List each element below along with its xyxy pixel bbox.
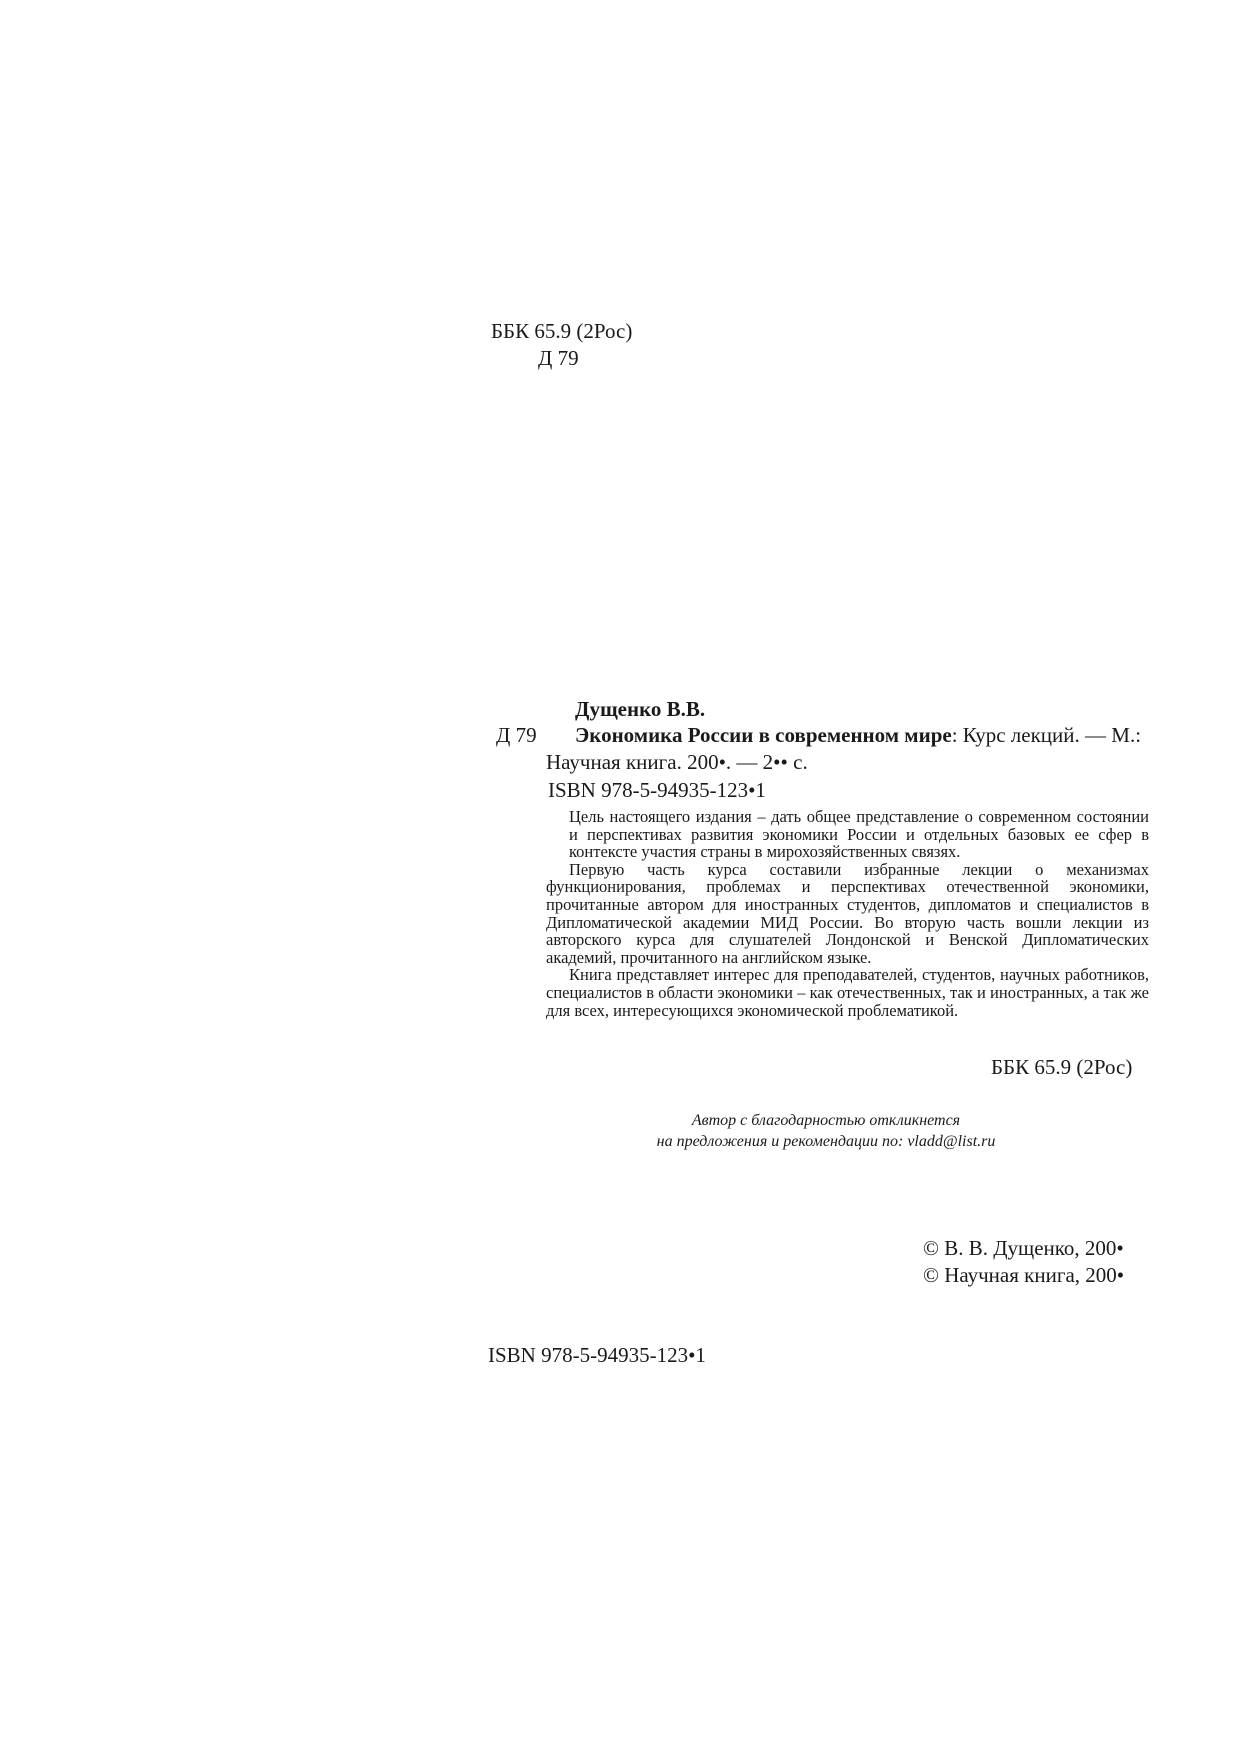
annotation: [546, 808, 1149, 1019]
author-note-line: на предложения и рекомендации по: vladd@list.ru: [656, 1133, 996, 1150]
copyright-author: © В. В. Дущенко, 200•: [923, 1236, 1124, 1260]
annotation-paragraph: Книга представляет интерес для преподавателей, студентов, научных работников, специалистов в области экономики – как отечественных, так и иностранных, а так же для всех, интересующихся экономической проблематикой.: [546, 965, 1149, 1020]
catalog-title-rest: : Курс лекций. — М.:: [951, 723, 1142, 747]
bbk-index-top: ББК 65.9 (2Рос): [491, 319, 633, 343]
author-note-line: Автор с благодарностью откликнется: [691, 1112, 961, 1129]
copyright-publisher: © Научная книга, 200•: [923, 1263, 1125, 1287]
author-mark-top: Д 79: [538, 346, 579, 370]
isbn-footer: ISBN 978-5-94935-123•1: [488, 1343, 706, 1367]
catalog-title: Экономика России в современном мире: [575, 723, 952, 747]
annotation-paragraph: Первую часть курса составили избранные лекции о механизмах функционирования, проблемах и перспективах отечественной экономики, прочитанные автором для иностранных студентов, дипломатов и специалистов в Дипломатической академии МИД России. Во вторую часть вошли лекции из авторского курса для слушателей Лондонской и Венской Дипломатических академий, прочитанного на английском языке.: [546, 859, 1149, 967]
catalog-title-line: [575, 722, 1141, 749]
catalog-author-mark: Д 79: [496, 723, 537, 747]
catalog-publisher-line: Научная книга. 200•. — 2•• с.: [546, 750, 808, 774]
annotation-paragraph: Цель настоящего издания – дать общее представление о современном состоянии и перспективах развития экономики России и отдельных базовых ее сфер в контексте участия страны в мирохозяйственных связях.: [569, 807, 1149, 862]
bbk-index-bottom: ББК 65.9 (2Рос): [991, 1055, 1133, 1079]
catalog-isbn: ISBN 978-5-94935-123•1: [548, 778, 766, 802]
catalog-author: Дущенко В.В.: [575, 697, 706, 721]
author-note: [546, 1110, 1106, 1152]
